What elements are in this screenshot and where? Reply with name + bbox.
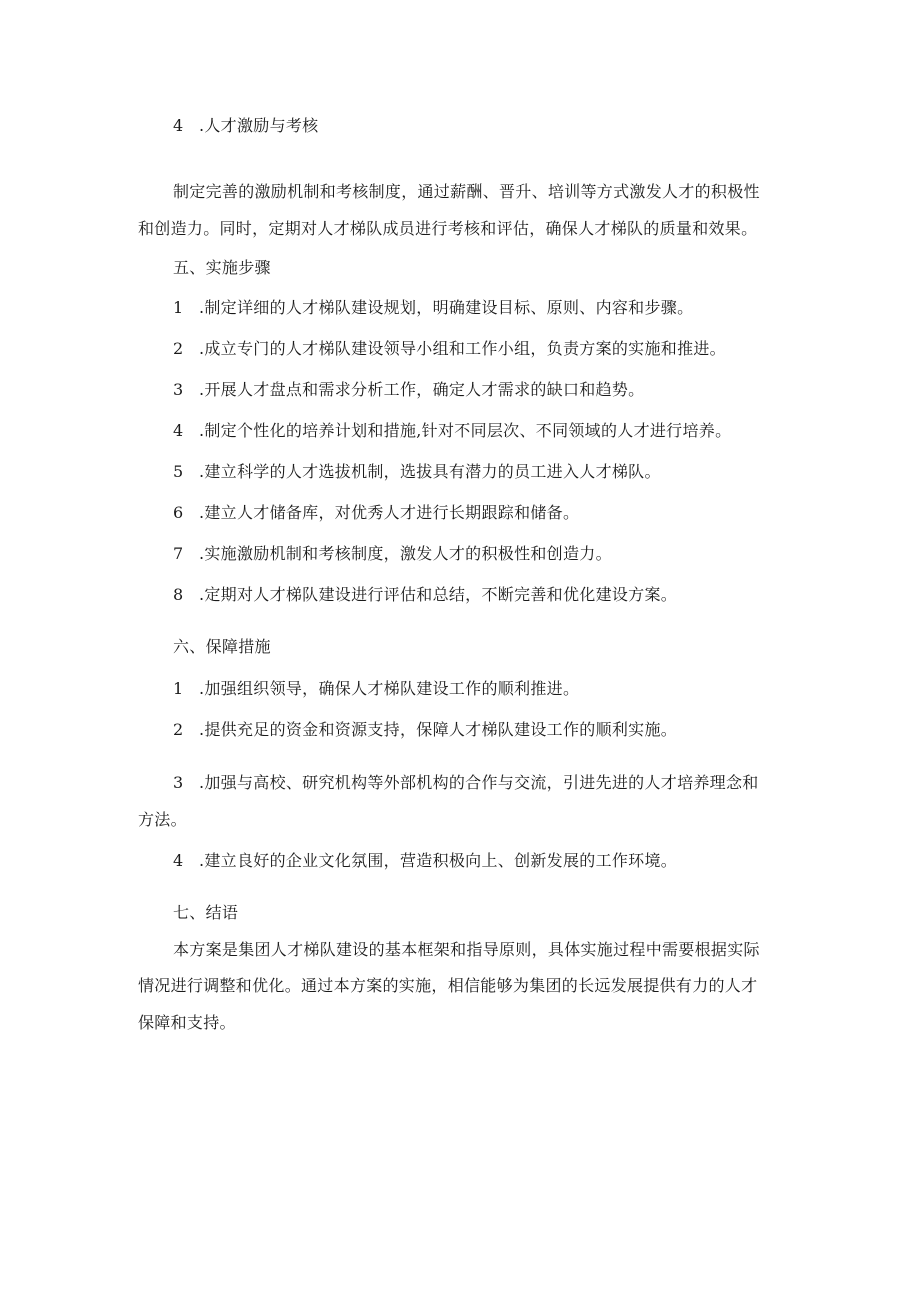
list-item xyxy=(173,421,731,441)
item-number: 5 xyxy=(173,462,184,481)
item-text: .人才激励与考核 xyxy=(199,116,319,135)
item-number: 3 xyxy=(173,380,184,399)
list-item xyxy=(173,544,612,564)
item-text: .开展人才盘点和需求分析工作，确定人才需求的缺口和趋势。 xyxy=(199,380,645,399)
section-heading: 六、保障措施 xyxy=(173,637,271,656)
list-item xyxy=(173,339,726,359)
list-item xyxy=(173,773,759,793)
list-item-continuation: 方法。 xyxy=(138,810,187,829)
subsection-heading xyxy=(173,116,319,136)
item-number: 4 xyxy=(173,116,184,135)
item-number: 6 xyxy=(173,503,184,522)
item-number: 1 xyxy=(173,298,184,317)
item-text: .提供充足的资金和资源支持，保障人才梯队建设工作的顺利实施。 xyxy=(199,720,678,739)
list-item xyxy=(173,380,645,400)
item-text: .定期对人才梯队建设进行评估和总结，不断完善和优化建设方案。 xyxy=(199,585,678,604)
list-item xyxy=(173,679,579,699)
item-number: 7 xyxy=(173,544,184,563)
list-item xyxy=(173,503,579,523)
item-number: 3 xyxy=(173,773,184,792)
item-number: 4 xyxy=(173,421,184,440)
item-number: 8 xyxy=(173,585,184,604)
item-text: .建立良好的企业文化氛围，营造积极向上、创新发展的工作环境。 xyxy=(199,851,678,870)
item-text: .制定详细的人才梯队建设规划，明确建设目标、原则、内容和步骤。 xyxy=(199,298,694,317)
item-text: .成立专门的人才梯队建设领导小组和工作小组，负责方案的实施和推进。 xyxy=(199,339,726,358)
paragraph-line: 情况进行调整和优化。通过本方案的实施，相信能够为集团的长远发展提供有力的人才 xyxy=(138,976,758,995)
item-number: 4 xyxy=(173,851,184,870)
section-heading: 七、结语 xyxy=(173,903,239,922)
item-text: .实施激励机制和考核制度，激发人才的积极性和创造力。 xyxy=(199,544,612,563)
section-heading: 五、实施步骤 xyxy=(173,258,271,277)
item-text: .加强与高校、研究机构等外部机构的合作与交流，引进先进的人才培养理念和 xyxy=(199,773,759,792)
item-number: 2 xyxy=(173,339,184,358)
item-number: 1 xyxy=(173,679,184,698)
item-text: .建立人才储备库，对优秀人才进行长期跟踪和储备。 xyxy=(199,503,580,522)
paragraph-line: 和创造力。同时，定期对人才梯队成员进行考核和评估，确保人才梯队的质量和效果。 xyxy=(138,219,758,238)
paragraph-line: 制定完善的激励机制和考核制度，通过薪酬、晋升、培训等方式激发人才的积极性 xyxy=(173,182,760,201)
list-item xyxy=(173,298,693,318)
paragraph-line: 保障和支持。 xyxy=(138,1013,236,1032)
item-text: .加强组织领导，确保人才梯队建设工作的顺利推进。 xyxy=(199,679,580,698)
item-text: .建立科学的人才选拔机制，选拔具有潜力的员工进入人才梯队。 xyxy=(199,462,661,481)
paragraph-line: 本方案是集团人才梯队建设的基本框架和指导原则，具体实施过程中需要根据实际 xyxy=(173,940,760,959)
list-item xyxy=(173,462,661,482)
list-item xyxy=(173,585,677,605)
list-item xyxy=(173,720,677,740)
item-text: .制定个性化的培养计划和措施,针对不同层次、不同领域的人才进行培养。 xyxy=(199,421,732,440)
list-item xyxy=(173,851,677,871)
item-number: 2 xyxy=(173,720,184,739)
